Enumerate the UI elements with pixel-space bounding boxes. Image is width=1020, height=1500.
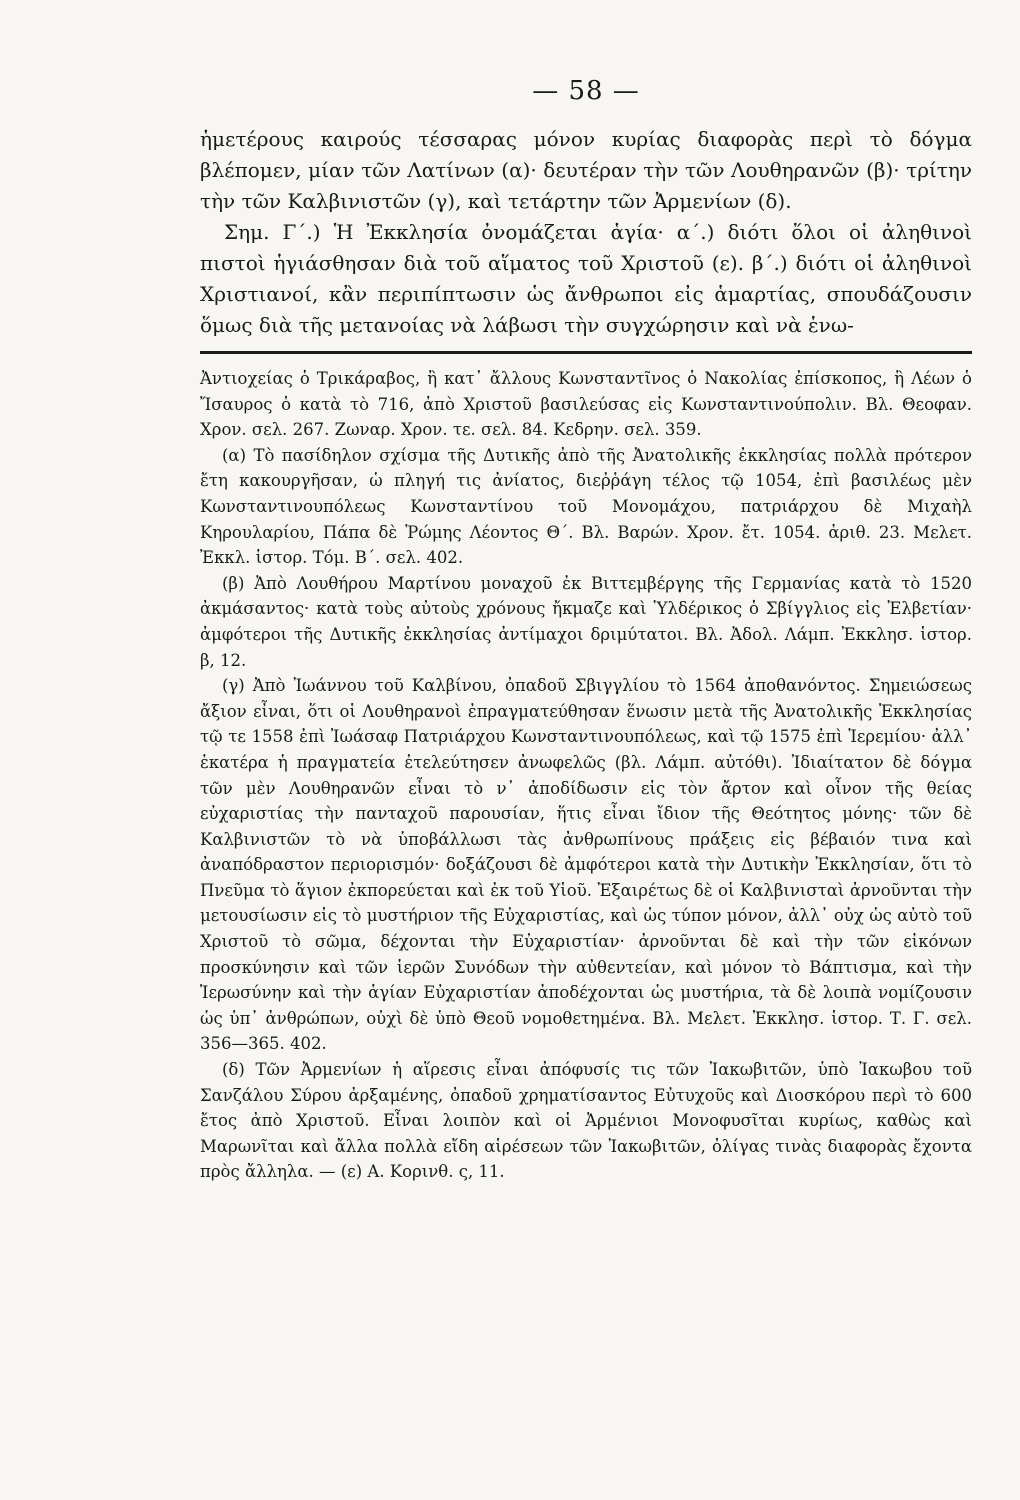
footnote-separator xyxy=(200,351,972,354)
page-number: — 58 — xyxy=(532,76,640,106)
main-paragraph: ἡμετέρους καιρούς τέσσαρας μόνον κυρίας διαφορὰς περὶ τὸ δόγμα βλέπομεν, μίαν τῶν Λατίνων (α)· δευτέραν τὴν τῶν Λουθηρανῶν (β)· τρίτην τὴν τῶν Καλβινιστῶν (γ), καὶ τετάρτην τῶν Ἀρμενίων (δ). xyxy=(200,127,972,213)
footnote-alpha: (α) Τὸ πασίδηλον σχίσμα τῆς Δυτικῆς ἀπὸ τῆς Ἀνατολικῆς ἐκκλησίας πολλὰ πρότερον ἔτη κακουργῆσαν, ὡ πληγή τις ἀνίατος, διεῤῥάγη τέλος τῷ 1054, ἐπὶ βασιλέως μὲν Κωνσταντινουπόλεως Κωνσταντίνου τοῦ Μονομάχου, πατριάρχου δὲ Μιχαὴλ Κηρουλαρίου, Πάπα δὲ Ῥώμης Λέοντος Θ΄. Βλ. Βαρών. Χρον. ἔτ. 1054. ἀριθ. 23. Μελετ. Ἐκκλ. ἱστορ. Τόμ. Β΄. σελ. 402. xyxy=(200,445,972,568)
footnote-beta: (β) Ἀπὸ Λουθήρου Μαρτίνου μοναχοῦ ἐκ Βιττεμβέργης τῆς Γερμανίας κατὰ τὸ 1520 ἀκμάσαντος· κατὰ τοὺς αὐτοὺς χρόνους ἤκμαζε καὶ Ὑλδέρικος ὁ Σβίγγλιος εἰς Ἐλβετίαν· ἀμφότεροι τῆς Δυτικῆς ἐκκλησίας ἀντίμαχοι δριμύτατοι. Βλ. Ἀδολ. Λάμπ. Ἐκκλησ. ἱστορ. β, 12. xyxy=(200,573,972,670)
main-text xyxy=(200,124,972,341)
main-paragraph: Σημ. Γ΄.) Ἡ Ἐκκλησία ὀνομάζεται ἁγία· α΄.) διότι ὅλοι οἱ ἀληθινοὶ πιστοὶ ἡγιάσθησαν διὰ τοῦ αἵματος τοῦ Χριστοῦ (ε). β΄.) διότι οἱ ἀληθινοὶ Χριστιανοί, κἂν περιπίπτωσιν ὡς ἄνθρωποι εἰς ἁμαρτίας, σπουδάζουσιν ὅμως διὰ τῆς μετανοίας νὰ λάβωσι τὴν συγχώρησιν καὶ νὰ ἑνω- xyxy=(200,220,972,337)
footnote-gamma: (γ) Ἀπὸ Ἰωάννου τοῦ Καλβίνου, ὀπαδοῦ Σβιγγλίου τὸ 1564 ἀποθανόντος. Σημειώσεως ἄξιον εἶναι, ὅτι οἱ Λουθηρανοὶ ἐπραγματεύθησαν ἕνωσιν μετὰ τῆς Ἀνατολικῆς Ἐκκλησίας τῷ τε 1558 ἐπὶ Ἰωάσαφ Πατριάρχου Κωνσταντινουπόλεως, καὶ τῷ 1575 ἐπὶ Ἱερεμίου· ἀλλ᾽ ἑκατέρα ἡ πραγματεία ἐτελεύτησεν ἀνωφελῶς (βλ. Λάμπ. αὐτόθι). Ἰδιαίτατον δὲ δόγμα τῶν μὲν Λουθηρανῶν εἶναι τὸ ν᾽ ἀποδίδωσιν εἰς τὸν ἄρτον καὶ οἶνον τῆς θείας εὐχαριστίας τὴν πανταχοῦ παρουσίαν, ἥτις εἶναι ἴδιον τῆς Θεότητος μόνης· τῶν δὲ Καλβινιστῶν τὸ νὰ ὑποβάλλωσι τὰς ἀνθρωπίνους πράξεις εἰς βέβαιόν τινα καὶ ἀναπόδραστον περιορισμόν· δοξάζουσι δὲ ἀμφότεροι κατὰ τὴν Δυτικὴν Ἐκκλησίαν, ὅτι τὸ Πνεῦμα τὸ ἅγιον ἐκπορεύεται καὶ ἐκ τοῦ Υἱοῦ. Ἐξαιρέτως δὲ οἱ Καλβινισταὶ ἀρνοῦνται τὴν μετουσίωσιν εἰς τὸ μυστήριον τῆς Εὐχαριστίας, καὶ ὡς τύπον μόνον, ἀλλ᾽ οὐχ ὡς αὐτὸ τοῦ Χριστοῦ τὸ σῶμα, δέχονται τὴν Εὐχαριστίαν· ἀρνοῦνται δὲ καὶ τὴν τῶν εἰκόνων προσκύνησιν καὶ τῶν ἱερῶν Συνόδων τὴν αὐθεντείαν, καὶ μόνον τὸ Βάπτισμα, καὶ τὴν Ἱερωσύνην καὶ τὴν ἁγίαν Εὐχαριστίαν ἀποδέχονται ὡς μυστήρια, τὰ δὲ λοιπὰ νομίζουσιν ὡς ὑπ᾽ ἀνθρώπων, οὐχὶ δὲ ὑπὸ Θεοῦ νομοθετημένα. Βλ. Μελετ. Ἐκκλησ. ἱστορ. Τ. Γ. σελ. 356—365. 402. xyxy=(200,676,972,1054)
footnote-delta: (δ) Τῶν Ἀρμενίων ἡ αἵρεσις εἶναι ἀπόφυσίς τις τῶν Ἰακωβιτῶν, ὑπὸ Ἰακωβου τοῦ Σανζάλου Σύρου ἀρξαμένης, ὀπαδοῦ χρηματίσαντος Εὐτυχοῦς καὶ Διοσκόρου περὶ τὸ 600 ἔτος ἀπὸ Χριστοῦ. Εἶναι λοιπὸν καὶ οἱ Ἀρμένιοι Μονοφυσῖται κυρίως, καθὼς καὶ Μαρωνῖται καὶ ἄλλα πολλὰ εἴδη αἱρέσεων τῶν Ἰακωβιτῶν, ὀλίγας τινὰς διαφορὰς ἔχοντα πρὸς ἄλληλα. — (ε) Α. Κορινθ. ς, 11. xyxy=(200,1060,972,1182)
footnotes xyxy=(200,366,972,1185)
footnote-continuation: Ἀντιοχείας ὁ Τρικάραβος, ἢ κατ᾽ ἄλλους Κωνσταντῖνος ὁ Νακολίας ἐπίσκοπος, ἢ Λέων ὁ Ἴσαυρος ὁ κατὰ τὸ 716, ἀπὸ Χριστοῦ βασιλεύσας εἰς Κωνσταντινούπολιν. Βλ. Θεοφαν. Χρον. σελ. 267. Ζωναρ. Χρον. τε. σελ. 84. Κεδρην. σελ. 359. xyxy=(200,369,972,440)
